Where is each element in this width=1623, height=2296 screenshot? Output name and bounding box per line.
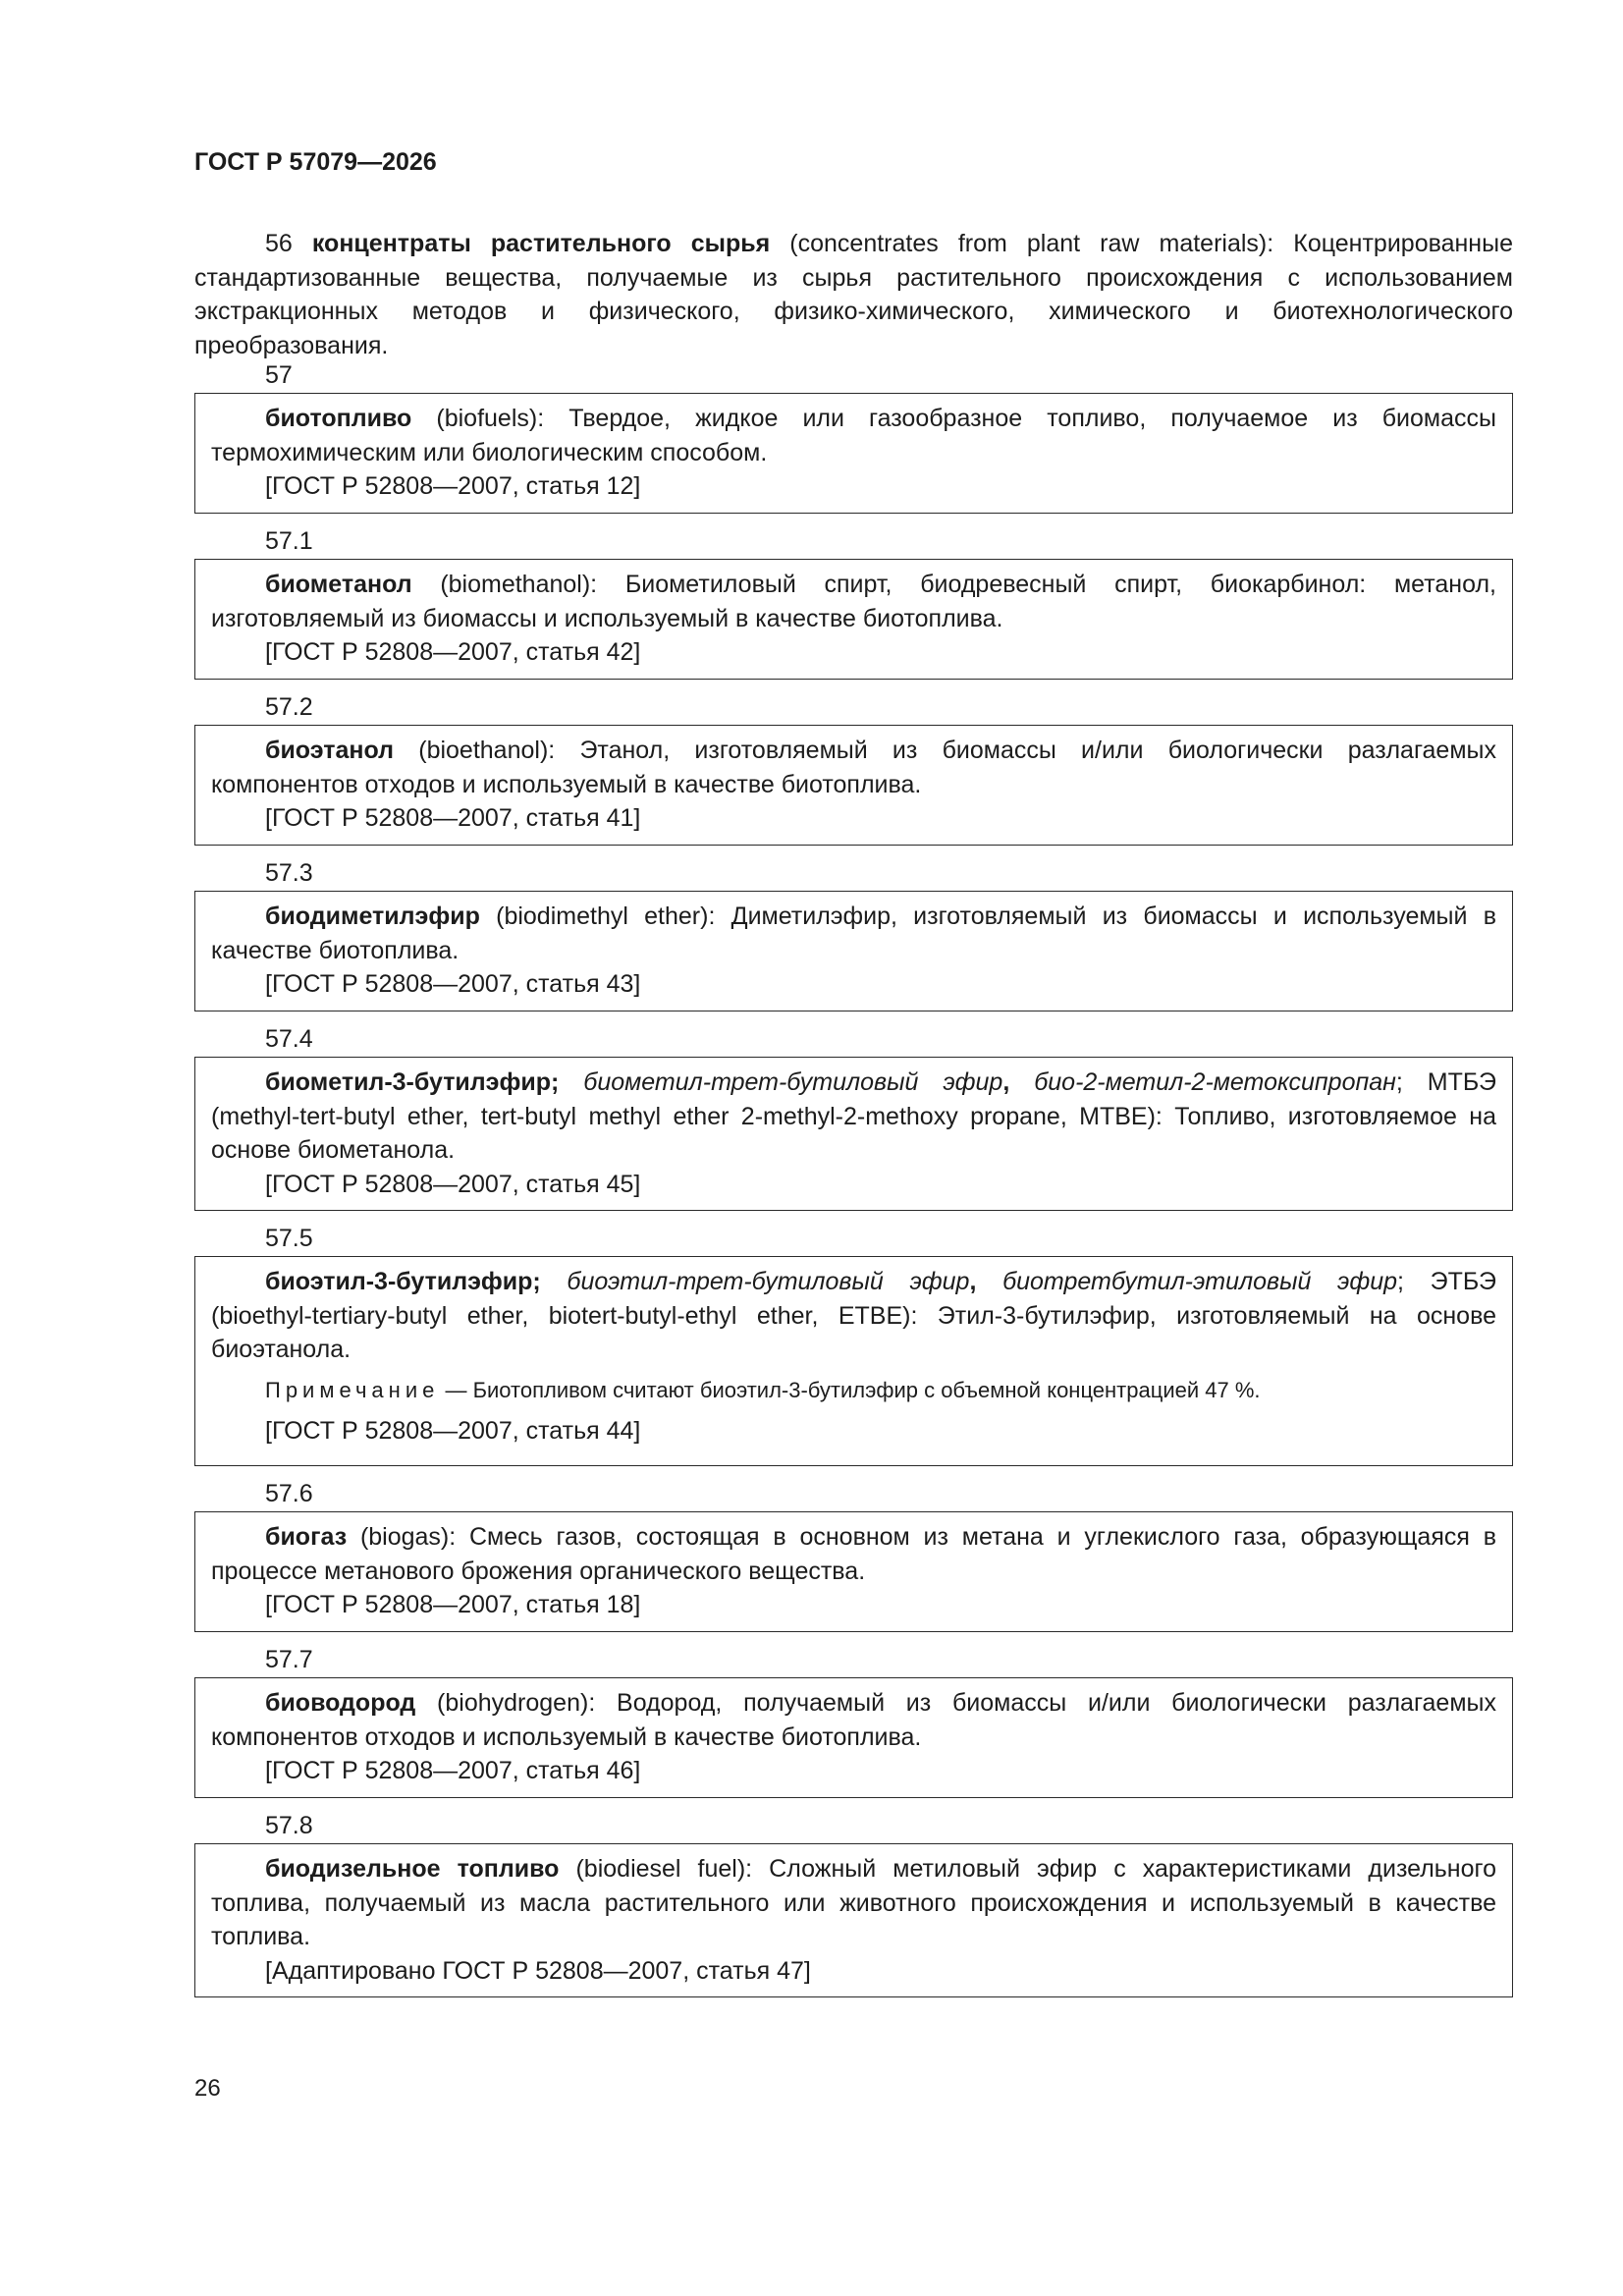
source-reference: [ГОСТ Р 52808—2007, статья 45] — [265, 1170, 641, 1198]
term: биометанол — [265, 571, 412, 598]
synonym-term: биоэтил-трет-бутиловый эфир — [567, 1268, 970, 1295]
synonym-separator: , — [1002, 1068, 1010, 1096]
source-reference: [ГОСТ Р 52808—2007, статья 12] — [265, 472, 641, 500]
intro-number: 56 — [265, 230, 293, 257]
definition-body: (biodiesel fuel): Сложный метиловый эфир с характеристиками дизельного топлива, получаемый из масла растительного или животного происхождения и используемый в качестве топлива. — [211, 1855, 1496, 1950]
intro-paragraph — [194, 227, 1513, 362]
source-reference: [ГОСТ Р 52808—2007, статья 42] — [265, 638, 641, 666]
definition-body: (biohydrogen): Водород, получаемый из биомассы и/или биологически разлагаемых компонентов отходов и используемый в качестве биотоплива. — [211, 1689, 1496, 1751]
synonym-term: биометил-трет-бутиловый эфир — [583, 1068, 1003, 1096]
source-reference: [ГОСТ Р 52808—2007, статья 41] — [265, 804, 641, 832]
source-reference: [ГОСТ Р 52808—2007, статья 43] — [265, 970, 641, 998]
entry-number: 57.4 — [265, 1025, 313, 1053]
definition-box — [194, 1677, 1513, 1798]
definition-body: (biofuels): Твердое, жидкое или газообразное топливо, получаемое из биомассы термохимическим или биологическим способом. — [211, 405, 1496, 466]
entry-number: 57 — [265, 361, 293, 389]
entry-number: 57.1 — [265, 527, 313, 555]
document-header: ГОСТ Р 57079—2026 — [194, 148, 437, 176]
definition-body: (bioethanol): Этанол, изготовляемый из биомассы и/или биологически разлагаемых компонентов отходов и используемый в качестве биотоплива. — [211, 737, 1496, 798]
page-number: 26 — [194, 2075, 221, 2102]
definition-body: ; ЭТБЭ (bioethyl-tertiary-butyl ether, biotert-butyl-ethyl ether, ETBE): Этил-3-бутилэфир, изготовляемый на основе биоэтанола. — [211, 1268, 1496, 1363]
intro-term: концентраты растительного сырья — [311, 230, 771, 257]
definition-body: (biogas): Смесь газов, состоящая в основном из метана и углекислого газа, образующаяся в процессе метанового брожения органического вещества. — [211, 1523, 1496, 1585]
definition-text — [211, 1265, 1496, 1367]
intro-definition — [194, 227, 1513, 362]
note — [211, 1377, 1496, 1404]
definition-text — [211, 402, 1496, 469]
definition-text — [211, 1686, 1496, 1754]
note-text: — Биотопливом считают биоэтил-3-бутилэфир с объемной концентрацией 47 %. — [439, 1377, 1261, 1402]
term: биоэтанол — [265, 737, 395, 764]
note-label: Примечание — [265, 1377, 440, 1402]
definition-body: ; МТБЭ (methyl-tert-butyl ether, tert-butyl methyl ether 2-methyl-2-methoxy propane, MTBE): Топливо, изготовляемое на основе биометанола. — [211, 1068, 1496, 1164]
definition-box — [194, 1256, 1513, 1466]
definition-box — [194, 1057, 1513, 1211]
synonym-separator: , — [969, 1268, 977, 1295]
source-reference: [Адаптировано ГОСТ Р 52808—2007, статья 47] — [265, 1956, 811, 1985]
definition-text — [211, 1520, 1496, 1588]
definition-body: (biodimethyl ether): Диметилэфир, изготовляемый из биомассы и используемый в качестве биотоплива. — [211, 902, 1496, 964]
intro-text: (concentrates from plant raw materials): Коцентрированные стандартизованные вещества, получаемые из сырья растительного происхождения с использованием экстракционных методов и физического, физико-химического, химического и биотехнологического преобразования. — [194, 230, 1513, 359]
entry-number: 57.5 — [265, 1225, 313, 1252]
definition-box — [194, 1511, 1513, 1632]
entry-number: 57.3 — [265, 859, 313, 887]
synonym-term: био-2-метил-2-метоксипропан — [1034, 1068, 1396, 1096]
term: биодиметилэфир — [265, 902, 480, 930]
term: биоэтил-3-бутилэфир; — [265, 1268, 541, 1295]
entry-number: 57.7 — [265, 1646, 313, 1673]
source-reference: [ГОСТ Р 52808—2007, статья 18] — [265, 1591, 641, 1618]
definition-text — [211, 1066, 1496, 1168]
source-reference: [ГОСТ Р 52808—2007, статья 46] — [265, 1757, 641, 1784]
entry-number: 57.8 — [265, 1812, 313, 1839]
term: биоводород — [265, 1689, 416, 1717]
source-reference: [ГОСТ Р 52808—2007, статья 44] — [265, 1416, 641, 1445]
definition-text — [211, 734, 1496, 801]
term: биометил-3-бутилэфир; — [265, 1068, 560, 1096]
term: биотопливо — [265, 405, 412, 432]
definition-box — [194, 1843, 1513, 1997]
synonym-term: биотретбутил-этиловый эфир — [1002, 1268, 1398, 1295]
definition-box — [194, 891, 1513, 1011]
term: биодизельное топливо — [265, 1855, 560, 1883]
definition-box — [194, 393, 1513, 514]
definition-text — [211, 568, 1496, 635]
definition-box — [194, 725, 1513, 846]
definition-body: (biomethanol): Биометиловый спирт, биодревесный спирт, биокарбинол: метанол, изготовляемый из биомассы и используемый в качестве биотоплива. — [211, 571, 1496, 632]
definition-box — [194, 559, 1513, 680]
definition-text — [211, 900, 1496, 967]
term: биогаз — [265, 1523, 348, 1551]
entry-number: 57.2 — [265, 693, 313, 721]
definition-text — [211, 1852, 1496, 1954]
entry-number: 57.6 — [265, 1480, 313, 1507]
